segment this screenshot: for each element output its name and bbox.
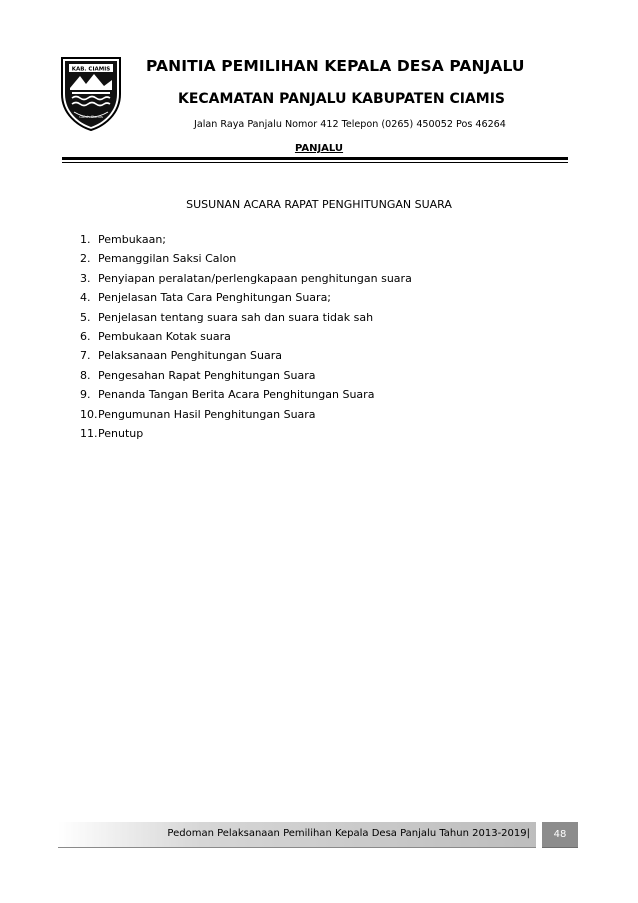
header-divider-thick xyxy=(62,157,568,160)
list-item xyxy=(80,327,412,346)
header-divider-thin xyxy=(62,162,568,163)
list-item xyxy=(80,405,412,424)
list-item xyxy=(80,249,412,268)
item-text: Pemanggilan Saksi Calon xyxy=(98,252,237,266)
committee-title: PANITIA PEMILIHAN KEPALA DESA PANJALU xyxy=(146,57,525,75)
item-text: Penjelasan tentang suara sah dan suara tidak sah xyxy=(98,310,374,324)
item-number: 9. xyxy=(80,388,91,402)
item-text: Penutup xyxy=(98,426,144,440)
item-text: Penjelasan Tata Cara Penghitungan Suara; xyxy=(98,291,332,305)
item-number: 1. xyxy=(80,233,91,246)
document-title: SUSUNAN ACARA RAPAT PENGHITUNGAN SUARA xyxy=(186,198,452,211)
district-subtitle: KECAMATAN PANJALU KABUPATEN CIAMIS xyxy=(178,91,506,107)
item-number: 8. xyxy=(80,368,91,382)
item-text: Pembukaan; xyxy=(98,233,167,246)
item-text: Pembukaan Kotak suara xyxy=(98,329,231,343)
list-item xyxy=(80,269,412,288)
list-item xyxy=(80,308,412,327)
list-item xyxy=(80,288,412,307)
item-number: 10. xyxy=(80,407,98,421)
list-item xyxy=(80,366,412,385)
svg-text:KAB. CIAMIS: KAB. CIAMIS xyxy=(71,66,111,73)
item-text: Pelaksanaan Penghitungan Suara xyxy=(98,349,282,363)
kabupaten-ciamis-emblem xyxy=(58,54,124,132)
footer-title: Pedoman Pelaksanaan Pemilihan Kepala Desa Panjalu Tahun 2013-2019| xyxy=(167,828,530,839)
item-number: 6. xyxy=(80,329,91,343)
address-line: Jalan Raya Panjalu Nomor 412 Telepon (0265) 450052 Pos 46264 xyxy=(194,119,506,130)
item-number: 11. xyxy=(80,426,98,440)
item-number: 3. xyxy=(80,271,91,285)
item-number: 4. xyxy=(80,291,91,305)
item-text: Pengesahan Rapat Penghitungan Suara xyxy=(98,368,316,382)
item-text: Pengumunan Hasil Penghitungan Suara xyxy=(98,407,316,421)
list-item xyxy=(80,424,412,443)
agenda-list xyxy=(80,230,412,443)
item-text: Penyiapan peralatan/perlengkapaan penghitungan suara xyxy=(98,271,412,285)
footer-bar xyxy=(58,822,536,848)
list-item xyxy=(80,230,412,249)
list-item xyxy=(80,346,412,365)
svg-text:Galuh Ciamis: Galuh Ciamis xyxy=(79,115,103,119)
item-number: 7. xyxy=(80,349,91,363)
item-number: 5. xyxy=(80,310,91,324)
item-number: 2. xyxy=(80,252,91,266)
page-number: 48 xyxy=(542,822,578,848)
item-text: Penanda Tangan Berita Acara Penghitungan Suara xyxy=(98,388,375,402)
list-item xyxy=(80,385,412,404)
place-name: PANJALU xyxy=(294,143,344,154)
